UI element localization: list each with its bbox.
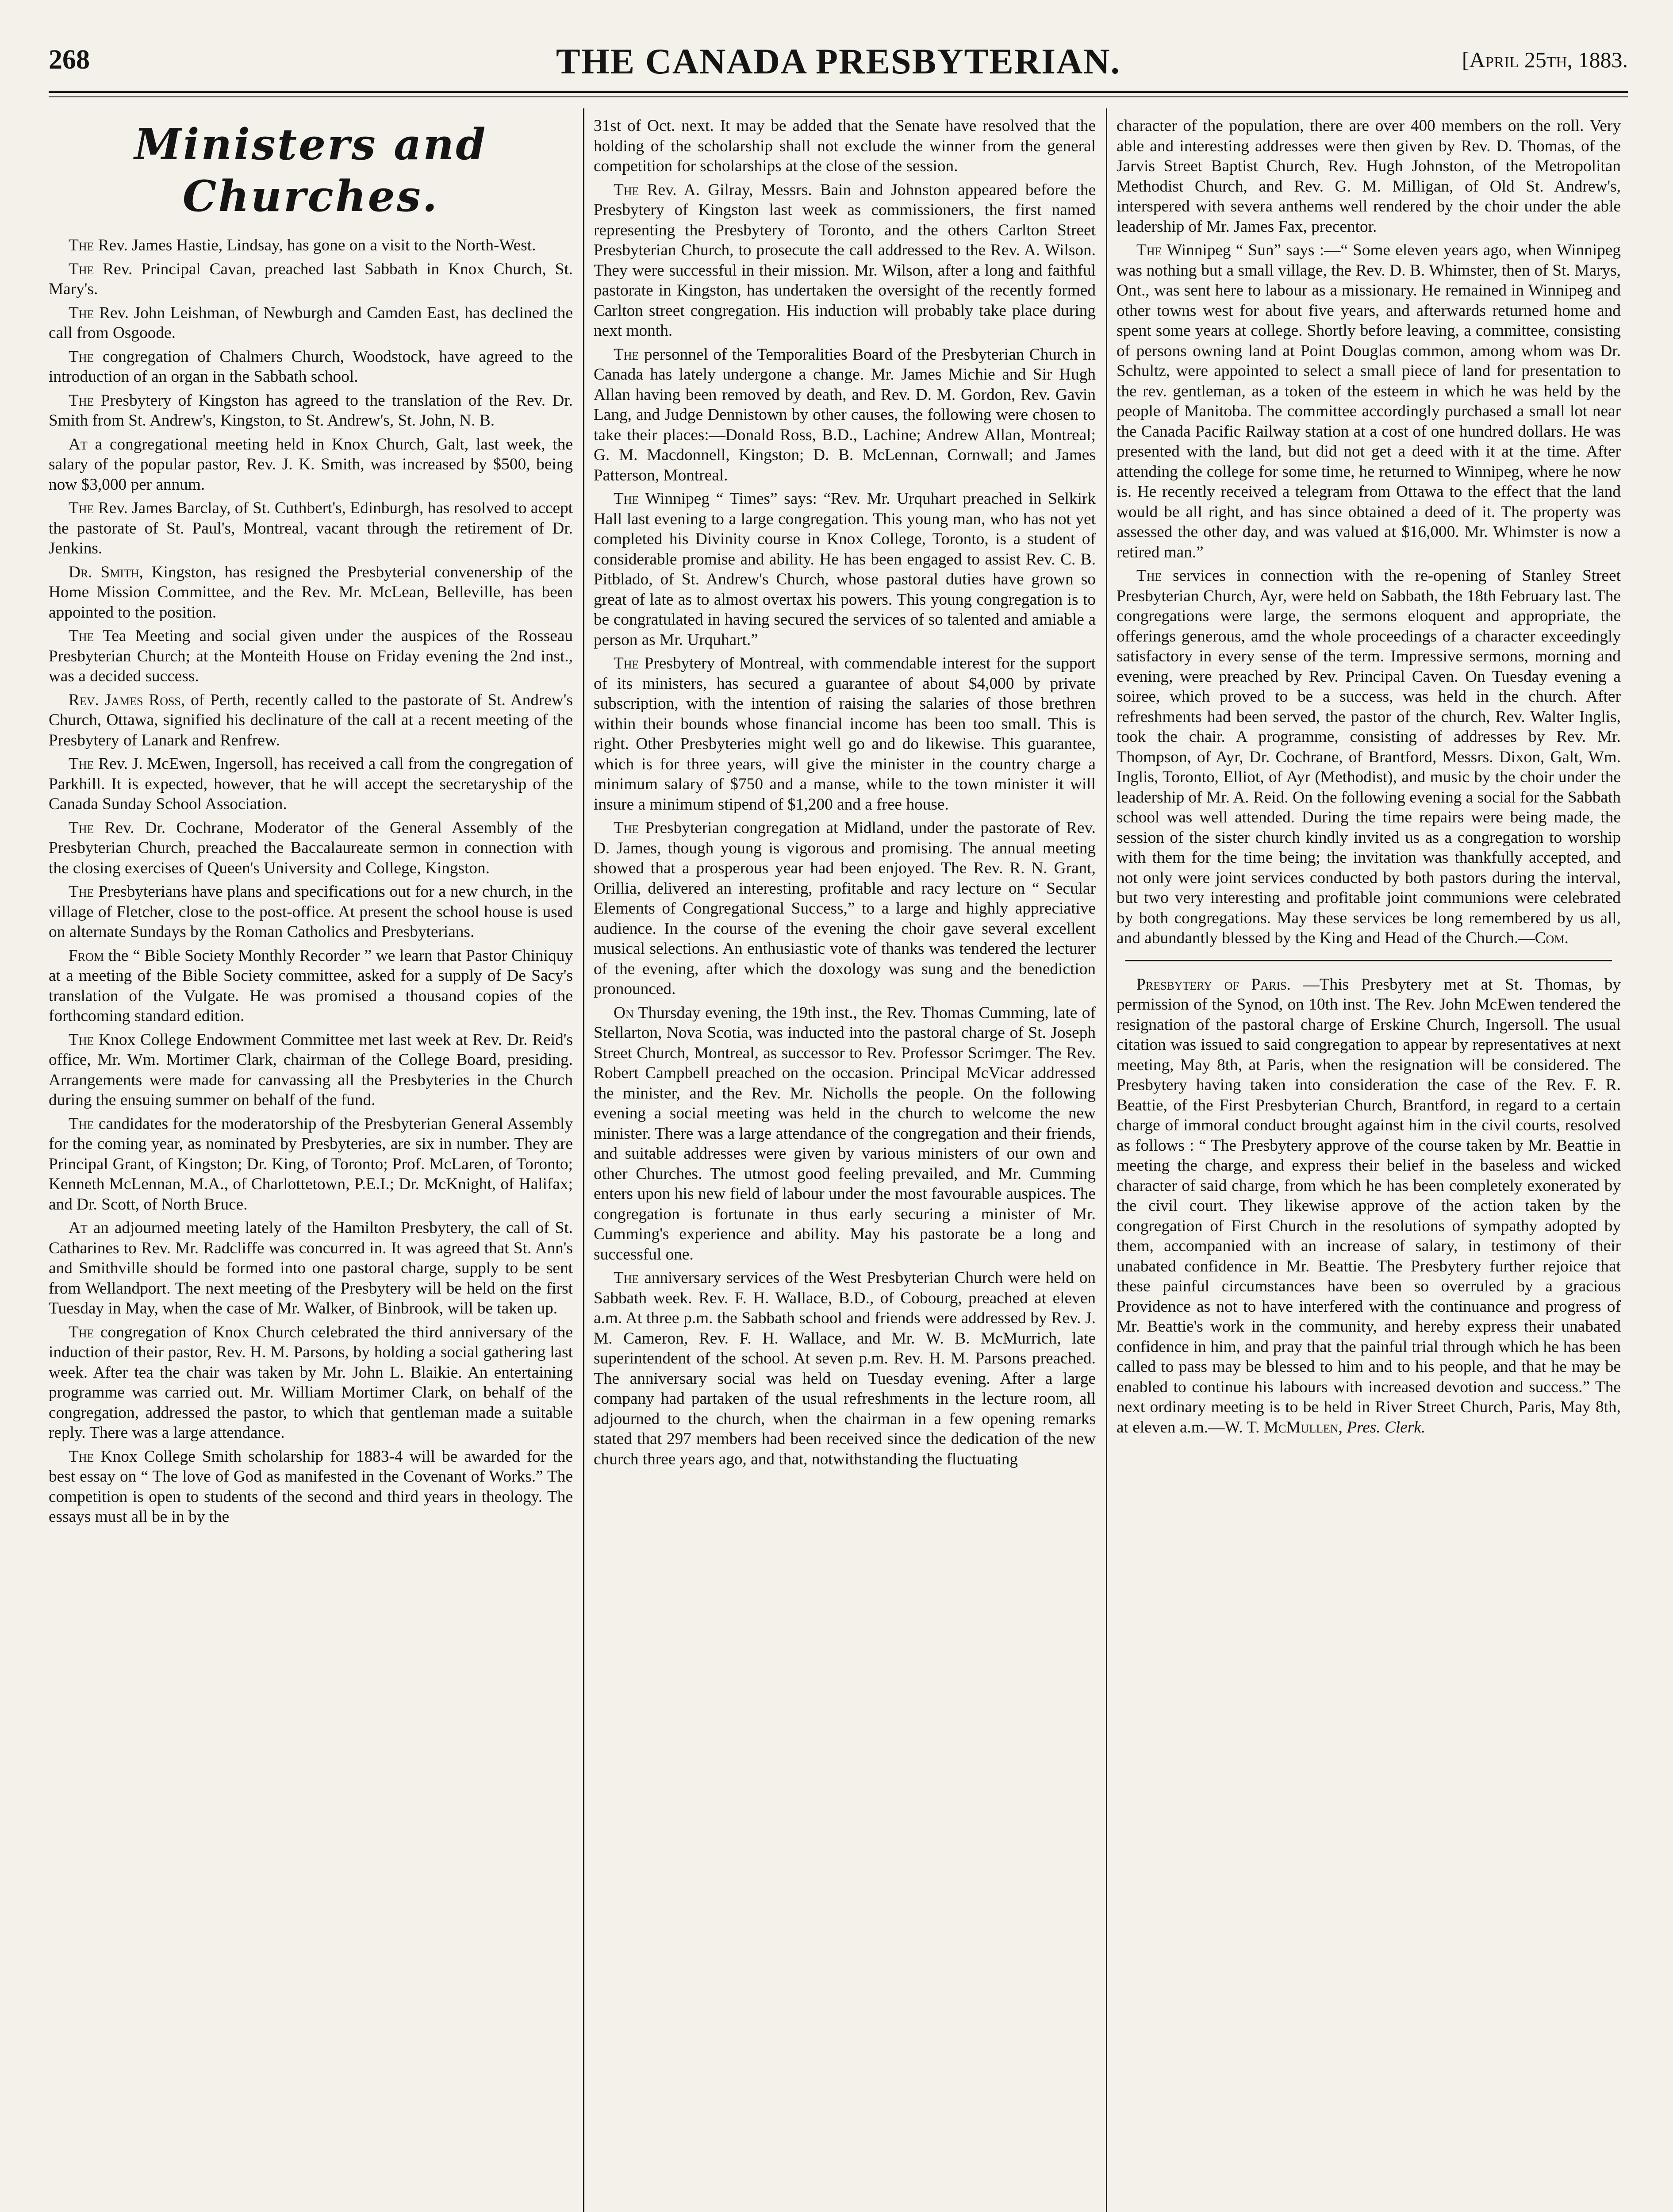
item-lead: The xyxy=(1136,567,1162,585)
news-item xyxy=(594,345,1096,486)
item-text: personnel of the Temporalities Board of the Presbyterian Church in Canada has lately undergone a change. Mr. James Michie and Sir Hugh Allan having been removed by death, and Rev. D. M. Gordon, Rev. Gavin Lang, and Judge Dennistown by other causes, the following were chosen to take their places:—Donald Ross, B.D., Lachine; Andrew Allan, Montreal; G. M. Macdonnell, Kingston; D. B. McLennan, Cornwall; and James Patterson, Montreal. xyxy=(594,345,1096,484)
item-signature: McMullen, xyxy=(1263,1418,1343,1436)
item-lead: The xyxy=(69,1114,94,1133)
item-text: Kingston, has resigned the Presbyterial convenership of the Home Mission Committee, and the Rev. Mr. McLean, Belleville, has been appointed to the position. xyxy=(49,563,573,622)
item-text: congregation of Chalmers Church, Woodstock, have agreed to the introduction of an organ in the Sabbath school. xyxy=(49,347,573,386)
news-item xyxy=(594,116,1096,177)
item-text: Presbytery of Kingston has agreed to the translation of the Rev. Dr. Smith from St. Andrew's, Kingston, to St. Andrew's, St. John, N. B. xyxy=(49,391,573,430)
article-separator xyxy=(1125,960,1612,961)
item-lead: At xyxy=(69,1219,88,1237)
news-item xyxy=(49,626,573,687)
item-lead: The xyxy=(614,345,639,364)
page-number: 268 xyxy=(49,45,90,75)
news-item xyxy=(594,1003,1096,1265)
news-item xyxy=(49,562,573,623)
item-lead: The xyxy=(69,391,94,410)
item-lead: From xyxy=(69,946,104,965)
item-signature: Com. xyxy=(1535,929,1569,947)
news-item xyxy=(49,498,573,559)
news-item xyxy=(49,818,573,879)
item-lead: The xyxy=(1136,241,1162,259)
item-lead: The xyxy=(614,180,639,199)
news-item xyxy=(49,235,573,256)
news-item xyxy=(49,1447,573,1527)
news-item xyxy=(1117,566,1621,949)
news-item xyxy=(1117,975,1621,1438)
news-item xyxy=(49,259,573,300)
news-item xyxy=(49,303,573,343)
issue-date: [April 25th, 1883. xyxy=(1462,47,1628,72)
item-lead: The xyxy=(614,819,639,837)
item-text: a congregational meeting held in Knox Church, Galt, last week, the salary of the popular pastor, Rev. J. K. Smith, was increased by $500, being now $3,000 per annum. xyxy=(49,435,573,494)
item-lead: The xyxy=(69,627,94,645)
news-item xyxy=(594,180,1096,341)
item-text: Rev. James Hastie, Lindsay, has gone on a visit to the North-West. xyxy=(98,236,536,255)
item-text: Knox College Smith scholarship for 1883-4 will be awarded for the best essay on “ The love of God as manifested in the Covenant of Works.” The competition is open to students of the second and third years in theology. The essays must all be in by the xyxy=(49,1447,573,1526)
column-rule-2 xyxy=(1106,108,1107,2212)
item-text: Winnipeg “ Sun” says :—“ Some eleven years ago, when Winnipeg was nothing but a small village, the Rev. D. B. Whimster, then of St. Marys, Ont., was sent here to labour as a missionary. He remained in Winnipeg and other towns west for about five years, and afterwards returned home and spent some years at college. Shortly before leaving, a committee, consisting of persons owning land at Point Douglas common, among whom was Dr. Schultz, were appointed to select a small piece of land for presentation to the rev. gentleman, as a token of the esteem in which he was held by the people of Manitoba. The committee accordingly purchased a small lot near the Canada Pacific Railway station at a cost of one hundred dollars. He was presented with the land, but did not get a deed with it at the time. After attending the college for some time, he returned to Winnipeg, where he now is. He recently received a telegram from Ottawa to the effect that the land would be all right, and has since obtained a deed of it. The property was assessed the other day, and was valued at $16,000. Mr. Whimster is now a retired man.” xyxy=(1117,241,1621,561)
item-signature-title: Pres. Clerk. xyxy=(1343,1418,1426,1436)
item-lead: On xyxy=(614,1003,634,1022)
news-item xyxy=(49,1218,573,1319)
column-3 xyxy=(1117,116,1621,2212)
item-lead: The xyxy=(69,818,94,837)
item-lead: The xyxy=(69,883,94,901)
item-text: anniversary services of the West Presbyterian Church were held on Sabbath week. Rev. F. H. Wallace, B.D., of Cobourg, preached at eleven a.m. At three p.m. the Sabbath school and friends were addressed by Rev. J. M. Cameron, Rev. F. H. Wallace, and Mr. W. B. McMurrich, late superintendent of the school. At seven p.m. Rev. H. M. Parsons preached. The anniversary social was held on Tuesday evening. After a large company had partaken of the usual refreshments in the lecture room, all adjourned to the church, when the chairman in a few opening remarks stated that 297 members had been received since the dedication of the new church three years ago, and that, notwithstanding the fluctuating xyxy=(594,1269,1096,1468)
masthead xyxy=(49,41,1628,88)
news-item xyxy=(1117,240,1621,562)
column-2 xyxy=(594,116,1096,2212)
item-lead: The xyxy=(69,1030,94,1049)
item-text: an adjourned meeting lately of the Hamilton Presbytery, the call of St. Catharines to Rev. Mr. Radcliffe was concurred in. It was agreed that St. Ann's and Smithville should be formed into one pastoral charge, supply to be sent from Wellandport. The next meeting of the Presbytery will be held on the first Tuesday in May, when the case of Mr. Walker, of Binbrook, will be taken up. xyxy=(49,1219,573,1318)
news-item xyxy=(49,882,573,942)
item-text: Tea Meeting and social given under the auspices of the Rosseau Presbyterian Church; at the Monteith House on Friday evening the 2nd inst., was a decided success. xyxy=(49,627,573,686)
column-rule-1 xyxy=(583,108,584,2212)
item-lead: The xyxy=(69,1447,94,1466)
news-item xyxy=(49,754,573,814)
item-text: services in connection with the re-opening of Stanley Street Presbyterian Church, Ayr, were held on Sabbath, the 18th February last. The congregations were large, the sermons eloquent and appropriate, the offerings generous, amd the whole proceedings of a character exceedingly satisfactory in every sense of the term. Impressive sermons, morning and evening, were preached by Rev. Principal Caven. On Tuesday evening a soiree, which proved to be a success, was held in the church. After refreshments had been served, the pastor of the church, Rev. Walter Inglis, took the chair. A programme, consisting of addresses by Rev. Mr. Thompson, of Ayr, Dr. Cochrane, of Brantford, Messrs. Dixon, Galt, Wm. Inglis, Toronto, Elliot, of Ayr (Methodist), and music by the choir under the leadership of Mr. A. Reid. On the following evening a social for the Sabbath school was well attended. During the time repairs were being made, the session of the sister church kindly invited us as a congregation to worship with them for the time being; the invitation was thankfully accepted, and not only were joint services conducted by both pastors during the interval, but two very interesting and profitable joint communions were celebrated by both congregations. May these services be long remembered by us all, and abundantly blessed by the King and Head of the Church.— xyxy=(1117,567,1621,947)
news-item xyxy=(594,653,1096,814)
item-lead: Presbytery of Paris. xyxy=(1136,975,1291,994)
news-item xyxy=(49,434,573,495)
item-lead: The xyxy=(69,347,94,366)
item-text: Rev. Principal Cavan, preached last Sabbath in Knox Church, St. Mary's. xyxy=(49,260,573,299)
item-lead: The xyxy=(614,654,639,672)
news-item xyxy=(49,946,573,1026)
news-item xyxy=(49,347,573,387)
item-lead: Rev. James Ross, xyxy=(69,691,185,709)
item-text: Knox College Endowment Committee met last week at Rev. Dr. Reid's office, Mr. Wm. Mortimer Clark, chairman of the College Board, presiding. Arrangements were made for canvassing all the Presbyteries in the Church during the ensuing summer on behalf of the fund. xyxy=(49,1030,573,1110)
item-text: congregation of Knox Church celebrated the third anniversary of the induction of their pastor, Rev. H. M. Parsons, by holding a social gathering last week. After tea the chair was taken by Mr. John L. Blaikie. An entertaining programme was carried out. Mr. William Mortimer Clark, on behalf of the congregation, addressed the pastor, to which that gentleman made a suitable reply. There was a large attendance. xyxy=(49,1323,573,1442)
item-lead: The xyxy=(69,755,94,773)
news-item xyxy=(49,391,573,431)
item-text: of Perth, recently called to the pastorate of St. Andrew's Church, Ottawa, signified his declinature of the call at a recent meeting of the Presbytery of Lanark and Renfrew. xyxy=(49,691,573,749)
item-text: Rev. J. McEwen, Ingersoll, has received a call from the congregation of Parkhill. It is expected, however, that he will accept the secretaryship of the Canada Sunday School Association. xyxy=(49,755,573,814)
item-text: Presbyterian congregation at Midland, under the pastorate of Rev. D. James, though young is vigorous and promising. The annual meeting showed that a prosperous year had been enjoyed. The Rev. R. N. Grant, Orillia, delivered an interesting, profitable and racy lecture on “ Secular Elements of Congregational Success,” to a large and highly appreciative audience. In the course of the evening the choir gave several excellent musical selections. An enthusiastic vote of thanks was tendered the lecturer of the evening, after which the doxology was sung and the benediction pronounced. xyxy=(594,819,1096,998)
column-1 xyxy=(49,116,573,2212)
news-item xyxy=(49,690,573,751)
news-item xyxy=(49,1322,573,1443)
news-item xyxy=(594,1268,1096,1469)
item-text: Thursday evening, the 19th inst., the Rev. Thomas Cumming, late of Stellarton, Nova Scotia, was inducted into the pastoral charge of St. Joseph Street Church, Montreal, as successor to Rev. Professor Scrimger. The Rev. Robert Campbell preached on the occasion. Principal McVicar addressed the minister, and the Rev. Mr. Nicholls the people. On the following evening a social meeting was held in the church to welcome the new minister. There was a large attendance of the congregation and their friends, and suitable addresses were given by various ministers of our own and other Churches. The utmost good feeling prevailed, and Mr. Cumming enters upon his new field of labour under the most favourable auspices. The congregation is fortunate in thus early securing a minister of Mr. Cumming's experience and ability. May his pastorate be a long and successful one. xyxy=(594,1003,1096,1263)
item-text: candidates for the moderatorship of the Presbyterian General Assembly for the coming year, as nominated by Presbyteries, are six in number. They are Principal Grant, of Kingston; Dr. King, of Toronto; Prof. McLaren, of Toronto; Kenneth McLennan, M.A., of Charlottetown, P.E.I.; Dr. McKnight, of Halifax; and Dr. Scott, of North Bruce. xyxy=(49,1114,573,1214)
item-text: the “ Bible Society Monthly Recorder ” we learn that Pastor Chiniquy at a meeting of the Bible Society committee, asked for a supply of De Sacy's translation of the Vulgate. He was promised a thousand copies of the forthcoming standard edition. xyxy=(49,946,573,1025)
header-rule-thick xyxy=(49,91,1628,93)
item-lead: The xyxy=(69,260,94,278)
item-text: Rev. James Barclay, of St. Cuthbert's, Edinburgh, has resolved to accept the pastorate of St. Paul's, Montreal, vacant through the retirement of Dr. Jenkins. xyxy=(49,499,573,558)
item-text: Winnipeg “ Times” says: “Rev. Mr. Urquhart preached in Selkirk Hall last evening to a large congregation. This young man, who has not yet completed his Divinity course in Knox College, Toronto, is a student of considerable promise and ability. He has been engaged to assist Rev. C. B. Pitblado, of St. Andrew's Church, whose pastoral duties have grown so great of late as to almost overtax his powers. This young congregation is to be congratulated in having secured the services of so talented and amiable a person as Mr. Urquhart.” xyxy=(594,490,1096,649)
item-text: Rev. A. Gilray, Messrs. Bain and Johnston appeared before the Presbytery of Kingston last week as commissioners, the first named representing the Presbytery of Toronto, and the others Carlton Street Presbyterian Church, to prosecute the call addressed to the Rev. A. Wilson. They were successful in their mission. Mr. Wilson, after a long and faithful pastorate in Kingston, has undertaken the oversight of the recently formed Carlton street congregation. His induction will probably take place during next month. xyxy=(594,180,1096,340)
item-lead: The xyxy=(69,236,94,255)
item-lead: The xyxy=(69,303,94,322)
item-text: 31st of Oct. next. It may be added that the Senate have resolved that the holding of the scholarship shall not exclude the winner from the general competition for scholarships at the close of the session. xyxy=(594,117,1096,175)
section-title: Ministers and Churches. xyxy=(134,119,487,222)
item-text: —This Presbytery met at St. Thomas, by permission of the Synod, on 10th inst. The Rev. John McEwen tendered the resignation of the pastoral charge of Erskine Church, Ingersoll. The usual citation was issued to said congregation to appear by representatives at next meeting, May 8th, at Paris, when the resignation will be considered. The Presbytery having taken into consideration the case of the Rev. F. R. Beattie, of the First Presbyterian Church, Brantford, in regard to a certain charge of immoral conduct brought against him in the civil courts, resolved as follows : “ The Presbytery approve of the course taken by Mr. Beattie in meeting the charge, and express their belief in the baseless and wicked character of said charge, from which he has been completely exonerated by the civil court. They likewise approve of the action taken by the congregation of First Church in the resolutions of sympathy adopted by them, accompanied with an increase of salary, in testimony of their unabated confidence in Mr. Beattie. The Presbytery further rejoice that these painful circumstances have been so overruled by a gracious Providence as not to have interfered with the continuance and progress of Mr. Beattie's work in the community, and hereby express their unabated confidence in him, and pray that the painful trial through which he has been called to pass may be blessed to him and to his people, and that he may be enabled to continue his labours with increased devotion and success.” The next ordinary meeting is to be held in River Street Church, Paris, May 8th, at eleven a.m.—W. T. xyxy=(1117,975,1621,1436)
news-item xyxy=(594,818,1096,999)
item-text: Presbytery of Montreal, with commendable interest for the support of its ministers, has secured a guarantee of about $4,000 by private subscription, with the intention of raising the salaries of those brethren within their bounds whose financial income has been too small. This is right. Other Presbyteries might well go and do likewise. This guarantee, which is for three years, will give the minister in the country charge a minimum salary of $750 and a manse, while to the town minister it will insure a minimum stipend of $1,200 and a free house. xyxy=(594,654,1096,814)
item-lead: Dr. Smith, xyxy=(69,563,143,581)
news-item xyxy=(49,1030,573,1110)
item-lead: At xyxy=(69,435,88,453)
item-lead: The xyxy=(69,499,94,518)
item-text: character of the population, there are over 400 members on the roll. Very able and interesting addresses were then given by Rev. D. Thomas, of the Jarvis Street Baptist Church, Rev. Hugh Johnston, of the Metropolitan Methodist Church, and Rev. G. M. Milligan, of Old St. Andrew's, interspered with severa anthems well rendered by the choir under the able leadership of Mr. James Fax, precentor. xyxy=(1117,117,1621,236)
item-lead: The xyxy=(69,1323,94,1341)
newspaper-title: THE CANADA PRESBYTERIAN. xyxy=(556,41,1120,81)
item-lead: The xyxy=(614,1269,639,1287)
news-item xyxy=(49,1114,573,1215)
item-text: Rev. Dr. Cochrane, Moderator of the General Assembly of the Presbyterian Church, preached the Baccalaureate sermon in connection with the closing exercises of Queen's University and College, Kingston. xyxy=(49,818,573,877)
item-lead: The xyxy=(614,490,639,508)
news-item xyxy=(594,489,1096,650)
item-text: Rev. John Leishman, of Newburgh and Camden East, has declined the call from Osgoode. xyxy=(49,303,573,342)
news-item xyxy=(1117,116,1621,237)
item-text: Presbyterians have plans and specifications out for a new church, in the village of Fletcher, close to the post-office. At present the school house is used on alternate Sundays by the Roman Catholics and Presbyterians. xyxy=(49,883,573,941)
header-rule-thin xyxy=(49,96,1628,97)
